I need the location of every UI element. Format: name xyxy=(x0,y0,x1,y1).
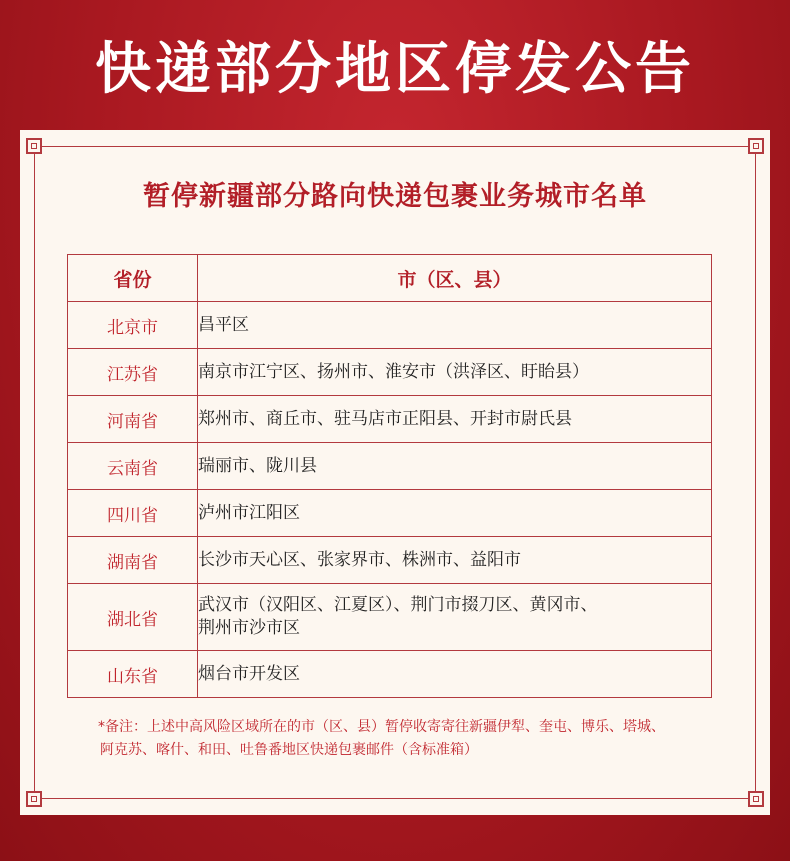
cities-cell: 泸州市江阳区 xyxy=(198,490,712,537)
table-row xyxy=(68,302,712,349)
footnote-line: 阿克苏、喀什、和田、吐鲁番地区快递包裹邮件（含标准箱） xyxy=(100,742,478,758)
corner-ornament-icon xyxy=(26,138,42,154)
cities-line: 武汉市（汉阳区、江夏区）、荆门市掇刀区、黄冈市、 xyxy=(198,595,598,615)
table-row xyxy=(68,443,712,490)
page-title: 快递部分地区停发公告 xyxy=(95,37,695,102)
table-row xyxy=(68,537,712,584)
footnote-line: *备注：上述中高风险区域所在的市（区、县）暂停收寄寄往新疆伊犁、奎屯、博乐、塔城、 xyxy=(98,719,665,735)
notice-card xyxy=(20,130,770,815)
footnote xyxy=(98,716,718,762)
city-table xyxy=(67,254,712,698)
table-row xyxy=(68,584,712,651)
table-row xyxy=(68,490,712,537)
header-cities: 市（区、县） xyxy=(198,255,712,302)
cities-cell: 郑州市、商丘市、驻马店市正阳县、开封市尉氏县 xyxy=(198,396,712,443)
cities-cell: 烟台市开发区 xyxy=(198,651,712,698)
cities-cell xyxy=(198,584,712,651)
list-title: 暂停新疆部分路向快递包裹业务城市名单 xyxy=(143,181,647,212)
cities-cell: 昌平区 xyxy=(198,302,712,349)
corner-ornament-icon xyxy=(26,791,42,807)
cities-cell: 瑞丽市、陇川县 xyxy=(198,443,712,490)
corner-ornament-icon xyxy=(748,791,764,807)
header-province: 省份 xyxy=(68,255,198,302)
cities-cell: 长沙市天心区、张家界市、株洲市、益阳市 xyxy=(198,537,712,584)
province-cell: 江苏省 xyxy=(68,349,198,396)
province-cell: 四川省 xyxy=(68,490,198,537)
table-row xyxy=(68,651,712,698)
province-cell: 湖北省 xyxy=(68,584,198,651)
table-header-row xyxy=(68,255,712,302)
table-row xyxy=(68,349,712,396)
corner-ornament-icon xyxy=(748,138,764,154)
province-cell: 山东省 xyxy=(68,651,198,698)
table-row xyxy=(68,396,712,443)
cities-cell: 南京市江宁区、扬州市、淮安市（洪泽区、盱眙县） xyxy=(198,349,712,396)
province-cell: 河南省 xyxy=(68,396,198,443)
province-cell: 湖南省 xyxy=(68,537,198,584)
cities-line: 荆州市沙市区 xyxy=(198,618,300,638)
province-cell: 云南省 xyxy=(68,443,198,490)
province-cell: 北京市 xyxy=(68,302,198,349)
